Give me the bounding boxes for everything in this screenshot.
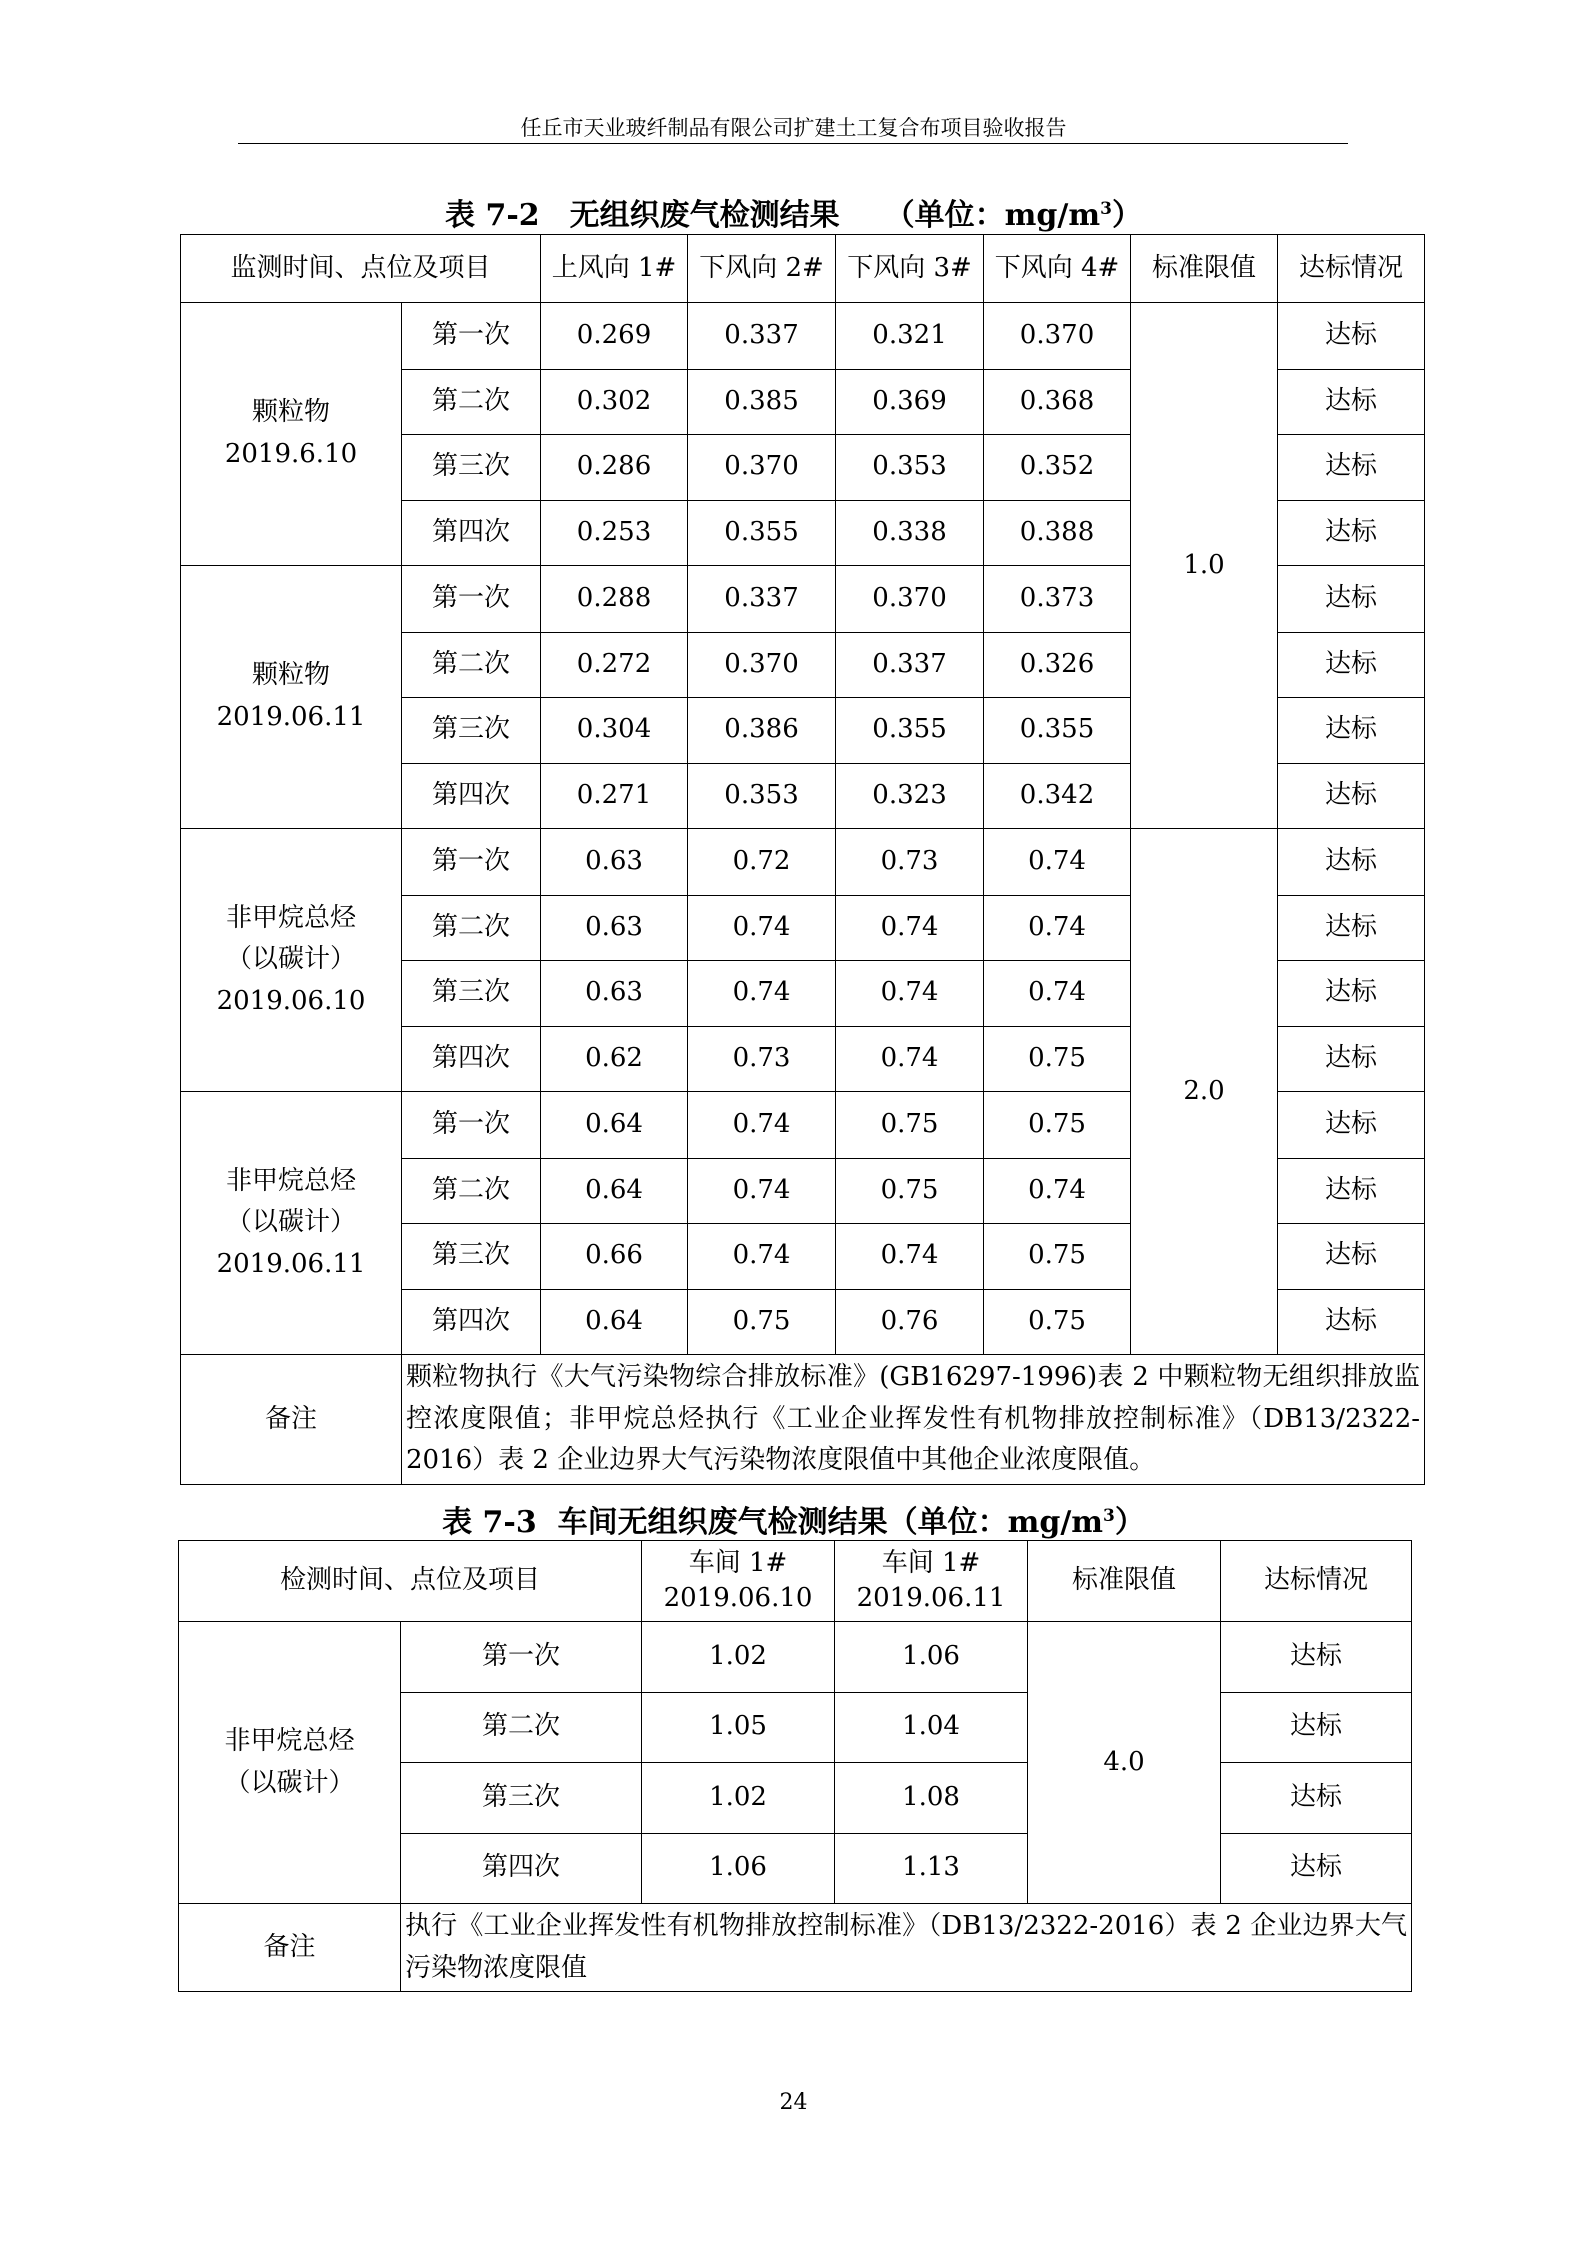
status-cell: 达标 [1278, 1026, 1425, 1092]
value-cell: 0.304 [541, 698, 688, 764]
status-cell: 达标 [1278, 632, 1425, 698]
value-cell: 1.04 [835, 1692, 1028, 1763]
value-cell: 0.64 [541, 1289, 688, 1355]
value-cell: 0.338 [836, 500, 984, 566]
item-label-line: 颗粒物 [251, 660, 330, 691]
value-cell: 0.302 [541, 369, 688, 435]
value-cell: 0.75 [984, 1026, 1131, 1092]
status-cell: 达标 [1278, 566, 1425, 633]
item-label-line: （以碳计） [224, 1767, 355, 1798]
status-cell: 达标 [1278, 763, 1425, 829]
round-label: 第三次 [402, 435, 541, 501]
item-label-line: 非甲烷总烃 [225, 1165, 356, 1196]
header-line: 车间 1# [688, 1547, 788, 1578]
value-cell: 0.323 [836, 763, 984, 829]
caption-superscript: 3 [1103, 1506, 1115, 1526]
status-cell: 达标 [1221, 1692, 1412, 1763]
value-cell: 0.75 [984, 1289, 1131, 1355]
item-label-line: 颗粒物 [251, 397, 330, 428]
value-cell: 0.74 [984, 895, 1131, 961]
value-cell: 1.13 [835, 1833, 1028, 1904]
header-cell [642, 1541, 835, 1622]
header-line: 2019.06.10 [663, 1583, 813, 1613]
value-cell: 1.06 [642, 1833, 835, 1904]
item-label-line: （以碳计） [225, 944, 356, 975]
caption-close: ） [1114, 1505, 1145, 1540]
value-cell: 0.75 [984, 1092, 1131, 1159]
header-cell: 达标情况 [1221, 1541, 1412, 1622]
status-cell: 达标 [1221, 1833, 1412, 1904]
header-cell [835, 1541, 1028, 1622]
value-cell: 0.63 [541, 829, 688, 896]
item-label-line: （以碳计） [225, 1207, 356, 1238]
page-number: 24 [779, 2090, 808, 2115]
header-cell: 标准限值 [1028, 1541, 1221, 1622]
value-cell: 0.63 [541, 961, 688, 1027]
value-cell: 0.272 [541, 632, 688, 698]
table-row [181, 303, 1425, 370]
remark-row [179, 1904, 1412, 1992]
table-row [181, 829, 1425, 896]
round-label: 第二次 [401, 1692, 642, 1763]
header-cell: 下风向 2# [688, 235, 836, 303]
status-cell: 达标 [1278, 698, 1425, 764]
value-cell: 0.286 [541, 435, 688, 501]
value-cell: 0.370 [984, 303, 1131, 370]
value-cell: 0.370 [688, 435, 836, 501]
round-label: 第四次 [402, 763, 541, 829]
value-cell: 0.352 [984, 435, 1131, 501]
workshop-emission-table [178, 1540, 1412, 1992]
round-label: 第二次 [402, 1158, 541, 1224]
value-cell: 1.08 [835, 1763, 1028, 1834]
value-cell: 0.386 [688, 698, 836, 764]
status-cell: 达标 [1278, 1158, 1425, 1224]
item-label [181, 566, 402, 829]
item-label-line: 非甲烷总烃 [224, 1725, 355, 1756]
status-cell: 达标 [1278, 435, 1425, 501]
value-cell: 0.74 [984, 829, 1131, 896]
item-label [181, 1092, 402, 1355]
round-label: 第一次 [402, 303, 541, 370]
table-header-row [179, 1541, 1412, 1622]
status-cell: 达标 [1278, 303, 1425, 370]
value-cell: 0.271 [541, 763, 688, 829]
value-cell: 0.370 [836, 566, 984, 633]
value-cell: 0.355 [688, 500, 836, 566]
header-divider [238, 143, 1348, 144]
round-label: 第四次 [401, 1833, 642, 1904]
value-cell: 0.76 [836, 1289, 984, 1355]
document-header-title: 任丘市天业玻纤制品有限公司扩建土工复合布项目验收报告 [520, 116, 1067, 140]
value-cell: 0.73 [836, 829, 984, 896]
value-cell: 0.74 [984, 961, 1131, 1027]
value-cell: 0.74 [688, 1224, 836, 1290]
value-cell: 0.74 [836, 1026, 984, 1092]
value-cell: 0.64 [541, 1092, 688, 1159]
value-cell: 1.02 [642, 1763, 835, 1834]
header-cell: 下风向 4# [984, 235, 1131, 303]
round-label: 第三次 [401, 1763, 642, 1834]
remark-label: 备注 [181, 1355, 402, 1485]
value-cell: 0.269 [541, 303, 688, 370]
value-cell: 0.74 [688, 961, 836, 1027]
item-label-line: 非甲烷总烃 [225, 902, 356, 933]
value-cell: 0.63 [541, 895, 688, 961]
value-cell: 0.74 [688, 1158, 836, 1224]
caption-text: 表 7-3 车间无组织废气检测结果（单位：mg/m [442, 1505, 1104, 1540]
round-label: 第四次 [402, 1289, 541, 1355]
status-cell: 达标 [1278, 369, 1425, 435]
caption-superscript: 3 [1100, 199, 1112, 219]
status-cell: 达标 [1278, 500, 1425, 566]
value-cell: 0.74 [836, 961, 984, 1027]
value-cell: 0.388 [984, 500, 1131, 566]
item-label [181, 829, 402, 1092]
status-cell: 达标 [1221, 1763, 1412, 1834]
value-cell: 0.74 [688, 1092, 836, 1159]
header-cell: 下风向 3# [836, 235, 984, 303]
fugitive-emission-table [180, 234, 1425, 1485]
value-cell: 0.326 [984, 632, 1131, 698]
value-cell: 0.75 [836, 1092, 984, 1159]
value-cell: 0.74 [836, 1224, 984, 1290]
item-label-line: 2019.06.11 [216, 702, 366, 732]
value-cell: 0.373 [984, 566, 1131, 633]
value-cell: 0.355 [836, 698, 984, 764]
header-item: 监测时间、点位及项目 [181, 235, 541, 303]
status-cell: 达标 [1278, 1224, 1425, 1290]
value-cell: 0.370 [688, 632, 836, 698]
round-label: 第四次 [402, 500, 541, 566]
status-cell: 达标 [1278, 961, 1425, 1027]
round-label: 第三次 [402, 961, 541, 1027]
value-cell: 0.321 [836, 303, 984, 370]
header-cell: 上风向 1# [541, 235, 688, 303]
remark-text: 颗粒物执行《大气污染物综合排放标准》(GB16297-1996)表 2 中颗粒物无组织排放监控浓度限值；非甲烷总烃执行《工业企业挥发性有机物排放控制标准》（DB13/2322-2016）表 2 企业边界大气污染物浓度限值中其他企业浓度限值。 [402, 1355, 1425, 1485]
item-label-line: 2019.6.10 [224, 439, 358, 469]
status-cell: 达标 [1278, 895, 1425, 961]
standard-limit: 4.0 [1028, 1622, 1221, 1904]
value-cell: 0.342 [984, 763, 1131, 829]
standard-limit: 2.0 [1131, 829, 1278, 1355]
value-cell: 0.74 [836, 895, 984, 961]
value-cell: 0.369 [836, 369, 984, 435]
table-7-3-caption [0, 1497, 1587, 1541]
header-line: 车间 1# [881, 1547, 981, 1578]
table-7-2-caption [0, 190, 1587, 234]
caption-close: ） [1111, 198, 1142, 233]
value-cell: 0.72 [688, 829, 836, 896]
header-cell: 标准限值 [1131, 235, 1278, 303]
round-label: 第一次 [402, 566, 541, 633]
value-cell: 0.385 [688, 369, 836, 435]
standard-limit: 1.0 [1131, 303, 1278, 829]
header-item: 检测时间、点位及项目 [179, 1541, 642, 1622]
caption-text: 表 7-2 无组织废气检测结果 （单位：mg/m [445, 198, 1101, 233]
status-cell: 达标 [1278, 1289, 1425, 1355]
status-cell: 达标 [1278, 1092, 1425, 1159]
value-cell: 0.353 [836, 435, 984, 501]
remark-text: 执行《工业企业挥发性有机物排放控制标准》（DB13/2322-2016）表 2 企业边界大气污染物浓度限值 [401, 1904, 1412, 1992]
value-cell: 0.62 [541, 1026, 688, 1092]
remark-label: 备注 [179, 1904, 401, 1992]
round-label: 第四次 [402, 1026, 541, 1092]
item-label [179, 1622, 401, 1904]
value-cell: 0.75 [984, 1224, 1131, 1290]
round-label: 第一次 [402, 829, 541, 896]
value-cell: 0.337 [836, 632, 984, 698]
value-cell: 0.74 [984, 1158, 1131, 1224]
round-label: 第一次 [401, 1622, 642, 1693]
value-cell: 1.02 [642, 1622, 835, 1693]
item-label-line: 2019.06.11 [216, 1248, 366, 1279]
value-cell: 0.337 [688, 303, 836, 370]
value-cell: 0.64 [541, 1158, 688, 1224]
value-cell: 0.74 [688, 895, 836, 961]
value-cell: 0.75 [836, 1158, 984, 1224]
item-label-line: 2019.06.10 [216, 985, 366, 1016]
value-cell: 0.66 [541, 1224, 688, 1290]
status-cell: 达标 [1221, 1622, 1412, 1693]
round-label: 第二次 [402, 632, 541, 698]
table-row [179, 1622, 1412, 1693]
value-cell: 0.288 [541, 566, 688, 633]
header-line: 2019.06.11 [856, 1583, 1006, 1613]
round-label: 第二次 [402, 895, 541, 961]
round-label: 第一次 [402, 1092, 541, 1159]
status-cell: 达标 [1278, 829, 1425, 896]
value-cell: 0.368 [984, 369, 1131, 435]
round-label: 第三次 [402, 698, 541, 764]
table-header-row [181, 235, 1425, 303]
value-cell: 0.75 [688, 1289, 836, 1355]
value-cell: 0.253 [541, 500, 688, 566]
value-cell: 0.355 [984, 698, 1131, 764]
round-label: 第三次 [402, 1224, 541, 1290]
value-cell: 0.337 [688, 566, 836, 633]
item-label [181, 303, 402, 566]
value-cell: 0.73 [688, 1026, 836, 1092]
value-cell: 1.05 [642, 1692, 835, 1763]
value-cell: 1.06 [835, 1622, 1028, 1693]
round-label: 第二次 [402, 369, 541, 435]
header-cell: 达标情况 [1278, 235, 1425, 303]
value-cell: 0.353 [688, 763, 836, 829]
remark-row [181, 1355, 1425, 1485]
